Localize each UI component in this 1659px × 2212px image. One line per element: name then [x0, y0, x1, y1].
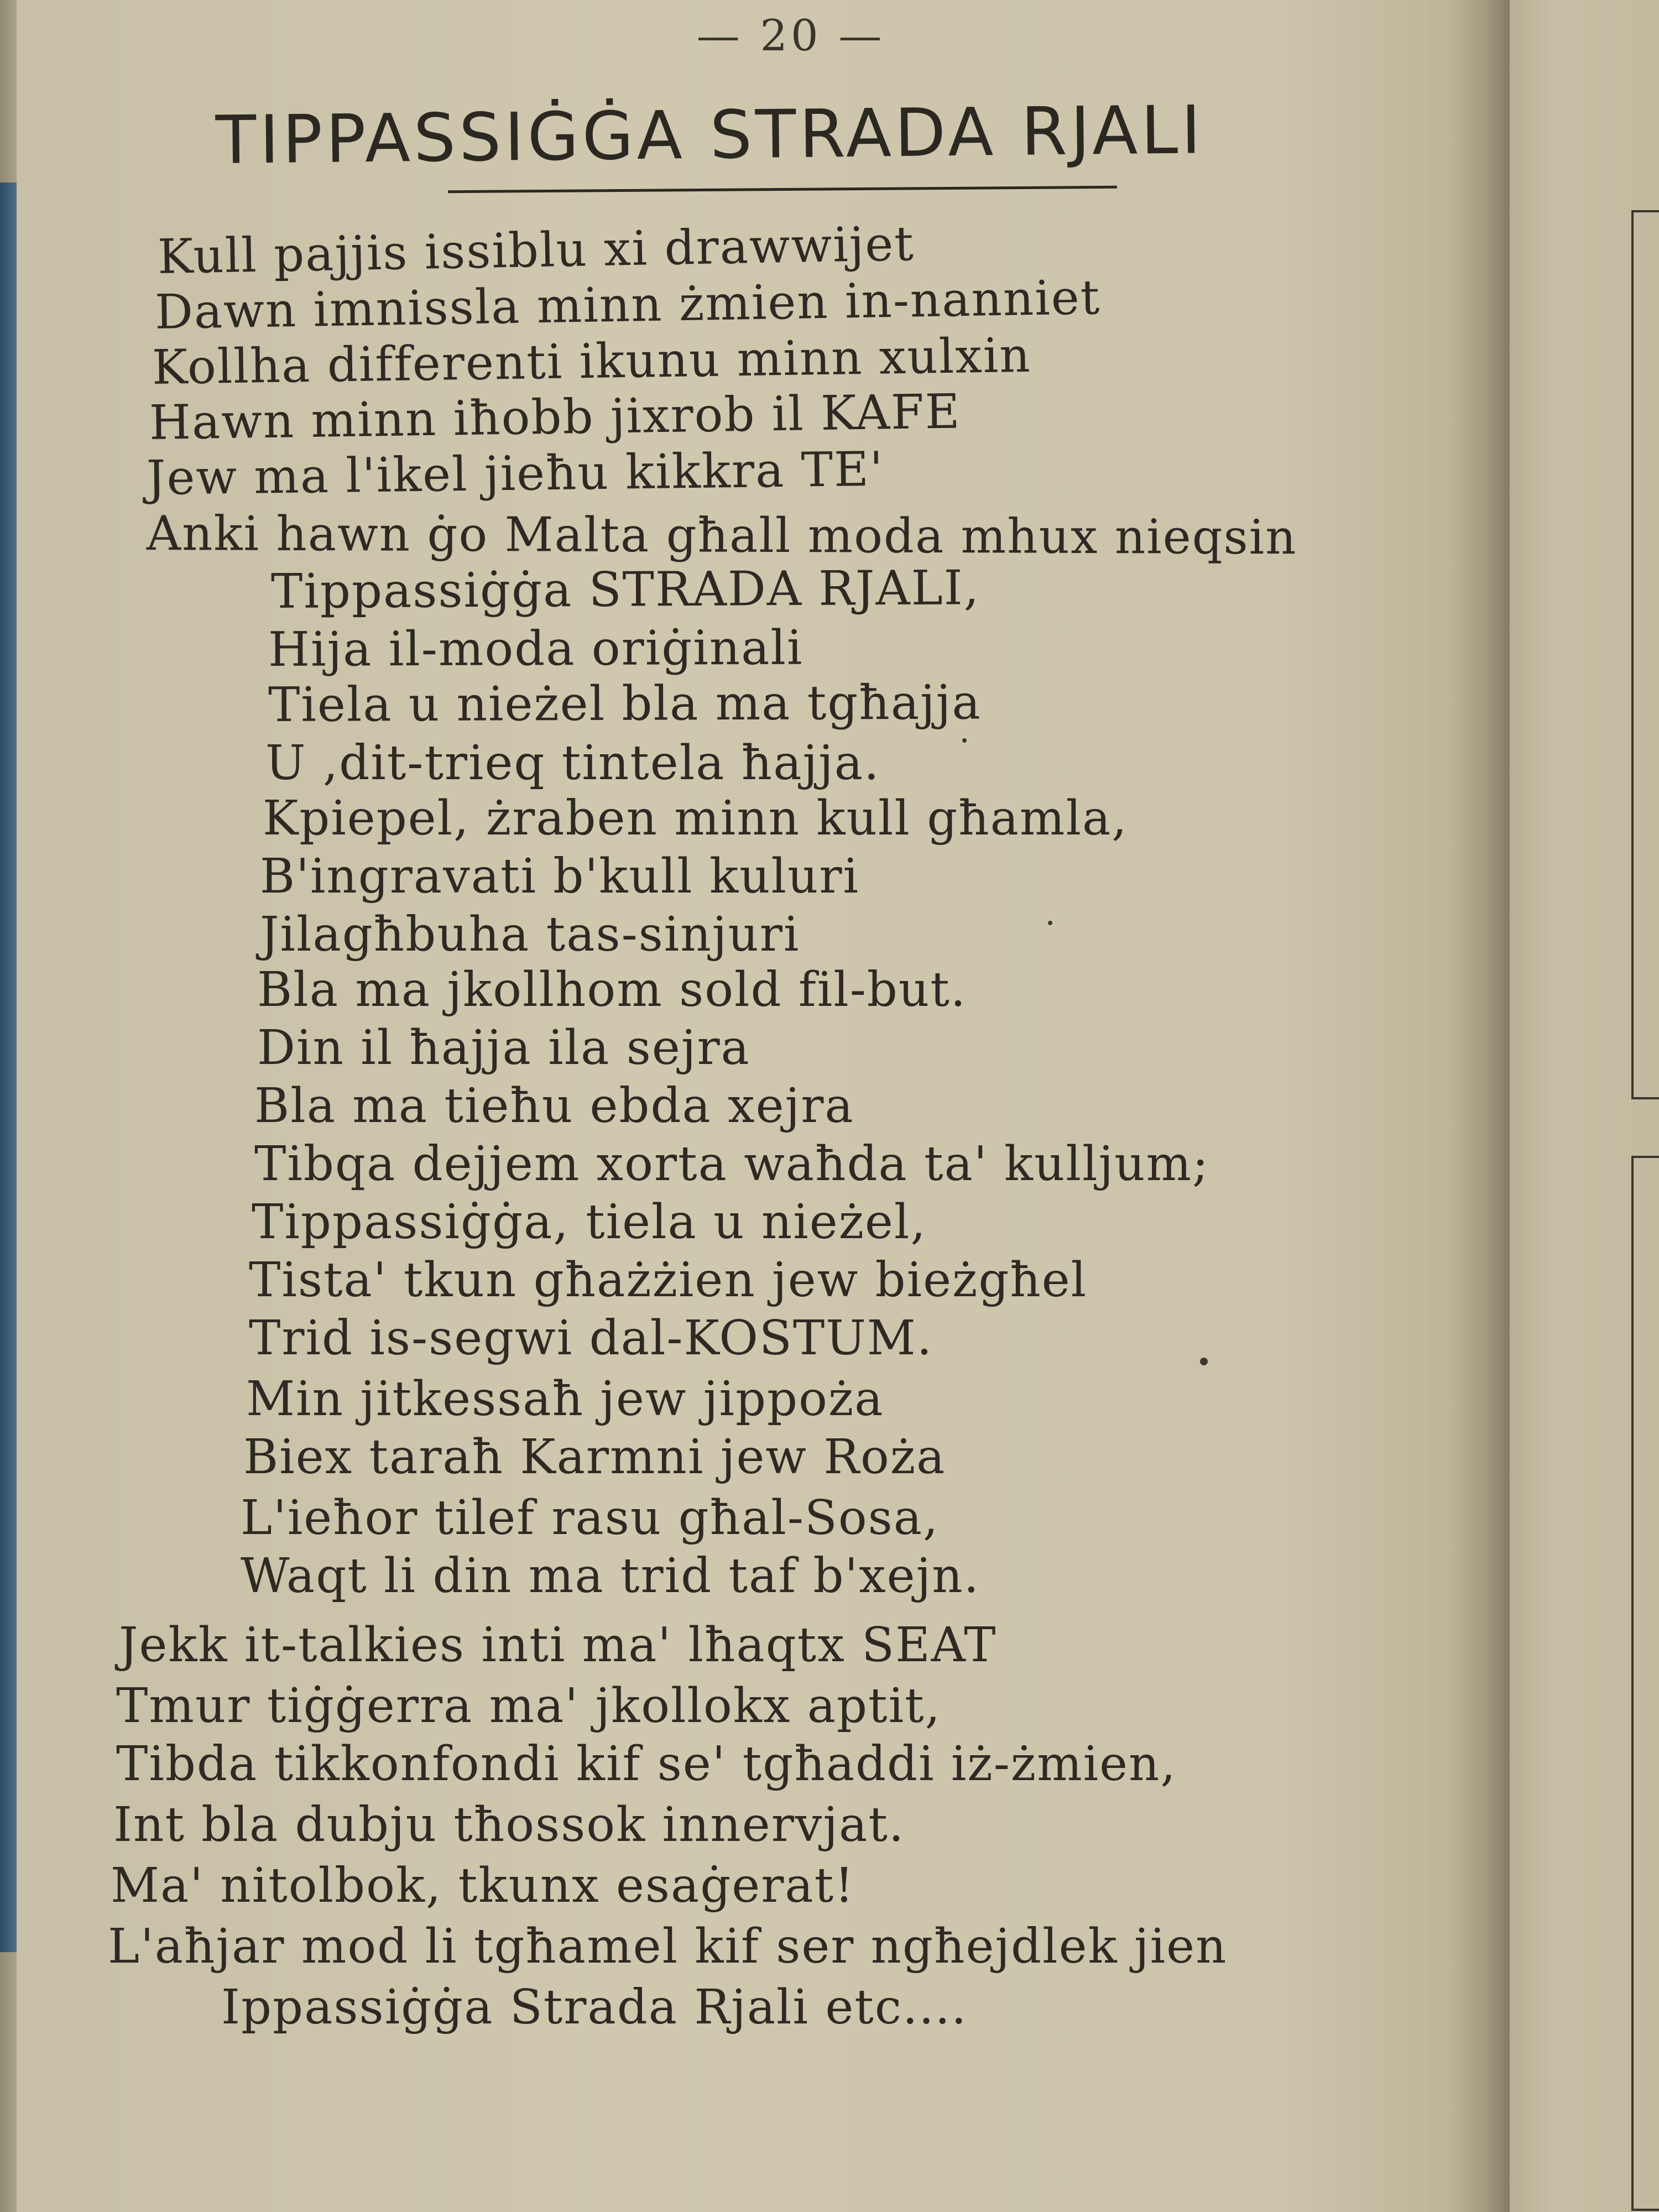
print-speck — [1200, 1358, 1208, 1365]
poem-line: Waqt li din ma trid taf b'xejn. — [241, 1548, 980, 1604]
poem-line: U ,dit-trieq tintela ħajja. — [265, 735, 880, 791]
poem-line: Tibda tikkonfondi kif se' tgħaddi iż-żmien, — [116, 1736, 1177, 1792]
poem-line: L'aħjar mod li tgħamel kif ser ngħejdlek jien — [108, 1919, 1228, 1974]
poem-line: Tippassiġġa STRADA RJALI, — [270, 560, 980, 619]
poem-line: Anki hawn ġo Malta għall moda mhux nieqsin — [146, 506, 1297, 566]
print-speck — [962, 738, 967, 743]
poem-line: Tmur tiġġerra ma' jkollokx aptit, — [116, 1678, 942, 1734]
poem-line: Tiela u nieżel bla ma tgħajja — [268, 675, 982, 733]
poem-line: Dawn imnissla minn żmien in-nanniet — [154, 270, 1101, 340]
poem-line: Int bla dubju tħossok innervjat. — [113, 1797, 905, 1853]
poem-line: Hawn minn iħobb jixrob il KAFE — [149, 384, 962, 451]
poem-line: Din il ħajja ila sejra — [257, 1020, 750, 1076]
poem-line: Ippassiġġa Strada Rjali etc.... — [221, 1980, 968, 2035]
poem-line: Kollha differenti ikunu minn xulxin — [152, 327, 1032, 395]
poem-line: Bla ma jkollhom sold fil-but. — [257, 962, 967, 1018]
poem-line: Jew ma l'ikel jieħu kikkra TE' — [146, 441, 885, 506]
print-speck — [1048, 921, 1052, 925]
title-underline — [448, 186, 1117, 193]
poem-line: Ma' nitolbok, tkunx esaġerat! — [111, 1858, 855, 1913]
facing-page-frame — [1631, 1156, 1659, 2211]
poem-title: TIPPASSIĠĠA STRADA RJALI — [215, 92, 1205, 179]
poem-line: B'ingravati b'kull kuluri — [260, 849, 859, 904]
poem-line: Hija il-moda oriġinali — [268, 620, 804, 677]
book-page — [17, 0, 1510, 2212]
poem-line: Kpiepel, żraben minn kull għamla, — [263, 791, 1128, 846]
poem-line: Biex taraħ Karmni jew Roża — [243, 1430, 946, 1485]
poem-line: Tibqa dejjem xorta waħda ta' kulljum; — [254, 1136, 1210, 1192]
poem-line: Trid is-segwi dal-KOSTUM. — [249, 1311, 933, 1366]
poem-line: Jilagħbuha tas-sinjuri — [260, 907, 800, 962]
gutter-shadow — [1449, 0, 1510, 2212]
facing-page-frame — [1631, 210, 1659, 1099]
poem-line: Min jitkessaħ jew jippoża — [246, 1371, 884, 1427]
poem-line: Jekk it-talkies inti ma' lħaqtx SEAT — [119, 1618, 997, 1673]
page-number: — 20 — — [696, 11, 885, 61]
poem-line: Tippassiġġa, tiela u nieżel, — [252, 1194, 927, 1250]
poem-line: L'ieħor tilef rasu għal-Sosa, — [241, 1490, 940, 1546]
poem-line: Kull pajjis issiblu xi drawwijet — [157, 216, 915, 285]
poem-line: Bla ma tieħu ebda xejra — [254, 1078, 854, 1134]
poem-line: Tista' tkun għażżien jew bieżgħel — [249, 1253, 1088, 1308]
